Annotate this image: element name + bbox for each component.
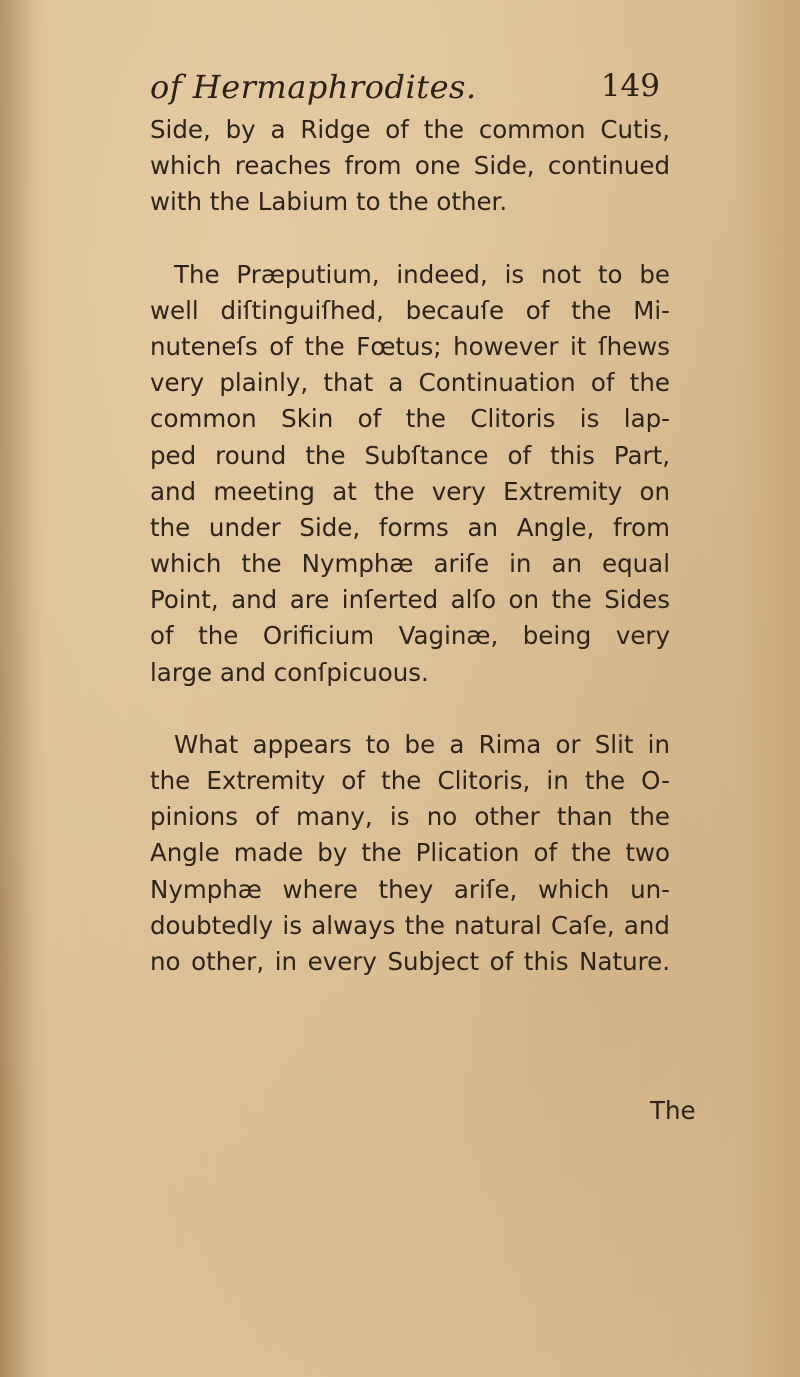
paragraph	[150, 257, 670, 691]
text-line: which the Nymphæ ariſe in an equal	[150, 549, 670, 579]
text-line: with the Labium to the other.	[150, 187, 508, 217]
paragraph	[150, 112, 670, 221]
body-text	[150, 112, 670, 980]
text-line: Point, and are inſerted alſo on the Sides	[150, 585, 670, 615]
text-line: common Skin of the Clitoris is lap-	[150, 404, 670, 434]
text-line: well diſtinguiſhed, becauſe of the Mi-	[150, 295, 670, 325]
gutter-shadow	[0, 0, 34, 1377]
text-line: The Præputium, indeed, is not to be	[174, 259, 670, 289]
paragraph-gap	[150, 221, 670, 257]
text-line: pinions of many, is no other than the	[150, 802, 670, 832]
text-line: the under Side, forms an Angle, from	[150, 512, 670, 542]
text-line: which reaches from one Side, continued	[150, 151, 670, 181]
text-line: doubtedly is always the natural Caſe, and	[150, 910, 670, 940]
text-line: very plainly, that a Continuation of the	[150, 368, 670, 398]
text-line: What appears to be a Rima or Slit in	[174, 729, 670, 759]
page-header	[150, 68, 660, 118]
text-line: no other, in every Subject of this Nature.	[150, 946, 670, 976]
page-number: 149	[600, 68, 660, 104]
text-line: ped round the Subſtance of this Part,	[150, 440, 670, 470]
text-line: the Extremity of the Clitoris, in the O-	[150, 766, 670, 795]
text-line: of the Orificium Vaginæ, being very	[150, 621, 670, 651]
running-head: of Hermaphrodites.	[150, 68, 477, 106]
text-line: Side, by a Ridge of the common Cutis,	[150, 115, 670, 144]
catchword: The	[650, 1096, 696, 1125]
paragraph-gap	[150, 691, 670, 727]
text-line: nuteneſs of the Fœtus; however it ſhews	[150, 331, 670, 361]
text-line: and meeting at the very Extremity on	[150, 476, 670, 506]
text-line: Angle made by the Plication of the two	[150, 838, 670, 868]
paragraph	[150, 727, 670, 980]
text-line: Nymphæ where they ariſe, which un-	[150, 874, 670, 904]
text-line: large and conſpicuous.	[150, 657, 429, 687]
